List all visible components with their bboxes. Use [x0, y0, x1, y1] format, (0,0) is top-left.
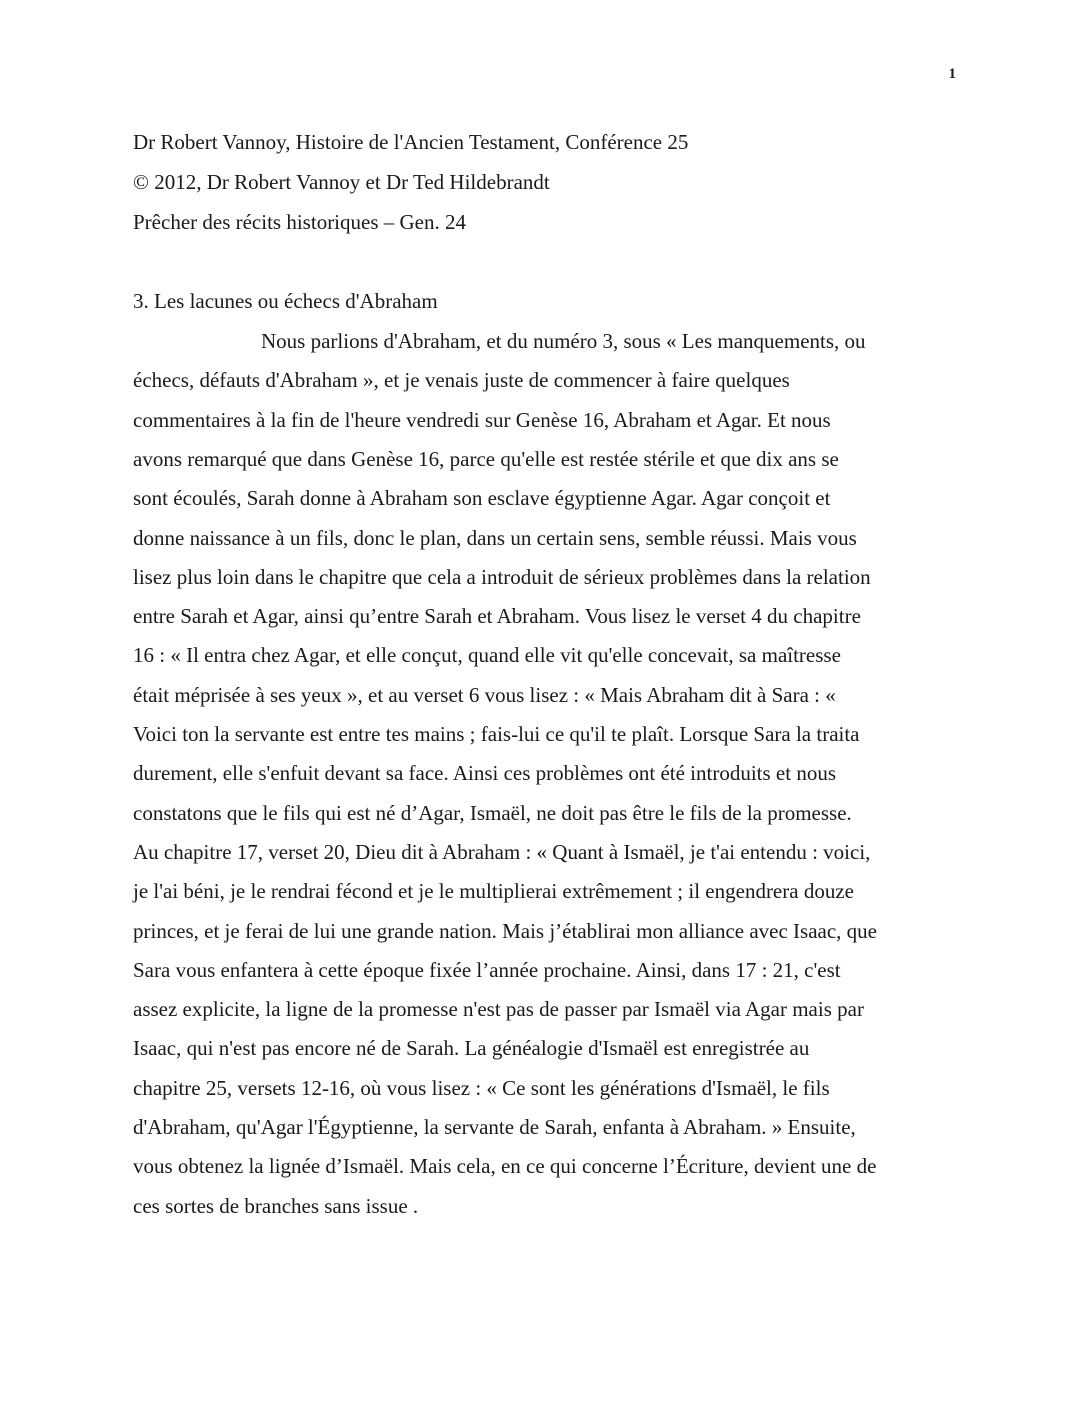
header-title: Dr Robert Vannoy, Histoire de l'Ancien Testament, Conférence 25	[133, 130, 689, 154]
body-line: princes, et je ferai de lui une grande nation. Mais j’établirai mon alliance avec Isaac, que	[133, 919, 878, 943]
body-line: d'Abraham, qu'Agar l'Égyptienne, la servante de Sarah, enfanta à Abraham. » Ensuite,	[133, 1115, 856, 1139]
body-line: Voici ton la servante est entre tes mains ; fais-lui ce qu'il te plaît. Lorsque Sara la traita	[133, 722, 860, 746]
body-line: 16 : « Il entra chez Agar, et elle conçut, quand elle vit qu'elle concevait, sa maîtresse	[133, 643, 841, 667]
header-copyright: © 2012, Dr Robert Vannoy et Dr Ted Hildebrandt	[133, 170, 550, 194]
header-subject: Prêcher des récits historiques – Gen. 24	[133, 210, 466, 234]
body-line: je l'ai béni, je le rendrai fécond et je le multiplierai extrêmement ; il engendrera douze	[133, 879, 854, 903]
body-line: commentaires à la fin de l'heure vendredi sur Genèse 16, Abraham et Agar. Et nous	[133, 408, 831, 432]
body-line: chapitre 25, versets 12-16, où vous lisez : « Ce sont les générations d'Ismaël, le fils	[133, 1076, 830, 1100]
body-line: Nous parlions d'Abraham, et du numéro 3, sous « Les manquements, ou	[261, 329, 866, 353]
body-line: avons remarqué que dans Genèse 16, parce qu'elle est restée stérile et que dix ans se	[133, 447, 839, 471]
body-line: lisez plus loin dans le chapitre que cela a introduit de sérieux problèmes dans la relation	[133, 565, 871, 589]
body-line: assez explicite, la ligne de la promesse n'est pas de passer par Ismaël via Agar mais par	[133, 997, 864, 1021]
body-line: Isaac, qui n'est pas encore né de Sarah. La généalogie d'Ismaël est enregistrée au	[133, 1036, 810, 1060]
body-line: échecs, défauts d'Abraham », et je venais juste de commencer à faire quelques	[133, 368, 790, 392]
body-line: vous obtenez la lignée d’Ismaël. Mais cela, en ce qui concerne l’Écriture, devient une de	[133, 1154, 877, 1178]
body-line: Au chapitre 17, verset 20, Dieu dit à Abraham : « Quant à Ismaël, je t'ai entendu : voici,	[133, 840, 871, 864]
body-line: donne naissance à un fils, donc le plan, dans un certain sens, semble réussi. Mais vous	[133, 526, 857, 550]
body-line: durement, elle s'enfuit devant sa face. Ainsi ces problèmes ont été introduits et nous	[133, 761, 837, 785]
body-line: était méprisée à ses yeux », et au verset 6 vous lisez : « Mais Abraham dit à Sara : «	[133, 683, 836, 707]
body-line: ces sortes de branches sans issue .	[133, 1194, 419, 1218]
body-line: entre Sarah et Agar, ainsi qu’entre Sarah et Abraham. Vous lisez le verset 4 du chapitre	[133, 604, 861, 628]
body-line: sont écoulés, Sarah donne à Abraham son esclave égyptienne Agar. Agar conçoit et	[133, 486, 831, 510]
section-heading: 3. Les lacunes ou échecs d'Abraham	[133, 289, 438, 313]
body-line: Sara vous enfantera à cette époque fixée l’année prochaine. Ainsi, dans 17 : 21, c'est	[133, 958, 841, 982]
body-line: constatons que le fils qui est né d’Agar, Ismaël, ne doit pas être le fils de la promesse.	[133, 801, 852, 825]
page-number: 1	[948, 66, 956, 82]
